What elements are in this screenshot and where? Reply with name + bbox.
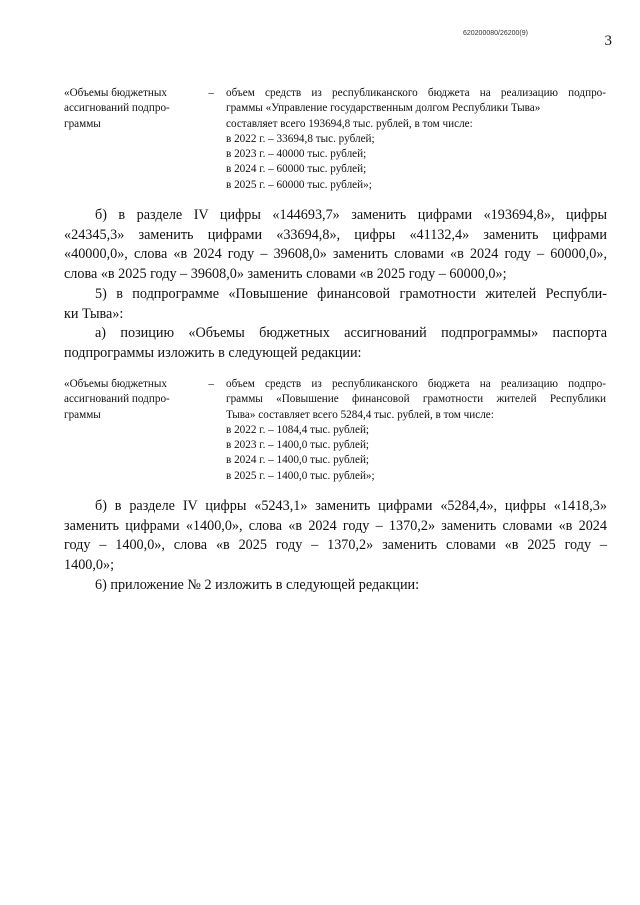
table-1-left-dash: – xyxy=(208,87,214,99)
table-1-left-line-2: ассигнований подпро- xyxy=(64,102,170,115)
table-2-right-line: в 2024 г. – 1400,0 тыс. рублей; xyxy=(226,454,370,467)
table-2-left-cell xyxy=(64,377,214,423)
table-2-left-dash: – xyxy=(208,378,214,390)
table-2-right-line: в 2022 г. – 1084,4 тыс. рублей; xyxy=(226,423,370,436)
table-1-right-line: в 2025 г. – 60000 тыс. рублей»; xyxy=(226,178,372,191)
paragraph-line: «40000,0», слова «в 2024 году – 39608,0» заменить словами «в 2024 году – 60000,0», xyxy=(64,246,607,263)
table-2-right-cell xyxy=(226,377,606,484)
paragraph-line: 5) в подпрограмме «Повышение финансовой грамотности жителей Республи- xyxy=(95,286,607,302)
paragraph-line: ки Тыва»: xyxy=(64,305,124,322)
table-2-right-line: граммы «Повышение финансовой грамотности жителей Республики xyxy=(226,393,606,406)
table-1-right-line: в 2022 г. – 33694,8 тыс. рублей; xyxy=(226,132,375,145)
table-1-right-line: объем средств из республиканского бюджета на реализацию подпро- xyxy=(226,87,606,99)
paragraph-line: 1400,0»; xyxy=(64,557,115,574)
doc-code: 620200080/26200(9) xyxy=(462,30,528,37)
paragraph-b-section-iv xyxy=(64,206,607,285)
paragraph-line: б) в разделе IV цифры «144693,7» заменить цифрами «193694,8», цифры xyxy=(95,207,607,223)
table-2-right-line: объем средств из республиканского бюджета на реализацию подпро- xyxy=(226,378,606,390)
paragraph-b-section-iv-2 xyxy=(64,497,607,576)
paragraph-a-position xyxy=(64,324,607,363)
table-1-right-cell xyxy=(226,86,606,193)
paragraph-6-appendix xyxy=(64,576,607,596)
paragraph-line: слова «в 2025 году – 39608,0» заменить словами «в 2025 году – 60000,0»; xyxy=(64,266,507,283)
table-1-right-line: в 2023 г. – 40000 тыс. рублей; xyxy=(226,148,367,161)
table-1-left-line-3: граммы xyxy=(64,117,101,130)
paragraph-5-subprogram xyxy=(64,285,607,324)
table-2-left-line-3: граммы xyxy=(64,408,101,421)
paragraph-line: б) в разделе IV цифры «5243,1» заменить цифрами «5284,4», цифры «1418,3» xyxy=(95,498,607,514)
table-1-right-line: граммы «Управление государственным долгом Республики Тыва» xyxy=(226,102,541,115)
paragraph-line: подпрограммы изложить в следующей редакции: xyxy=(64,344,362,361)
paragraph-line: заменить цифрами «1400,0», слова «в 2024 году – 1370,2» заменить словами «в 2024 xyxy=(64,517,607,534)
table-2-right-line: в 2025 г. – 1400,0 тыс. рублей»; xyxy=(226,469,375,482)
table-2-right-line: Тыва» составляет всего 5284,4 тыс. рублей, в том числе: xyxy=(226,408,494,421)
paragraph-line: а) позицию «Объемы бюджетных ассигнований подпрограммы» паспорта xyxy=(95,325,607,341)
table-1-right-line: в 2024 г. – 60000 тыс. рублей; xyxy=(226,163,367,176)
table-1-left-cell xyxy=(64,86,214,132)
paragraph-line: 6) приложение № 2 изложить в следующей редакции: xyxy=(95,577,420,593)
table-2-right-line: в 2023 г. – 1400,0 тыс. рублей; xyxy=(226,439,370,452)
table-1-left-line-1: «Объемы бюджетных xyxy=(64,87,167,99)
page-number: 3 xyxy=(604,33,612,49)
paragraph-line: «24345,3» заменить цифрами «33694,8», цифры «41132,4» заменить цифрами xyxy=(64,226,607,243)
table-2-left-line-2: ассигнований подпро- xyxy=(64,393,170,406)
paragraph-line: году – 1400,0», слова «в 2025 году – 1370,2» заменить словами «в 2025 году – xyxy=(64,537,607,554)
table-2-left-line-1: «Объемы бюджетных xyxy=(64,378,167,390)
table-1-right-line: составляет всего 193694,8 тыс. рублей, в том числе: xyxy=(226,117,473,130)
